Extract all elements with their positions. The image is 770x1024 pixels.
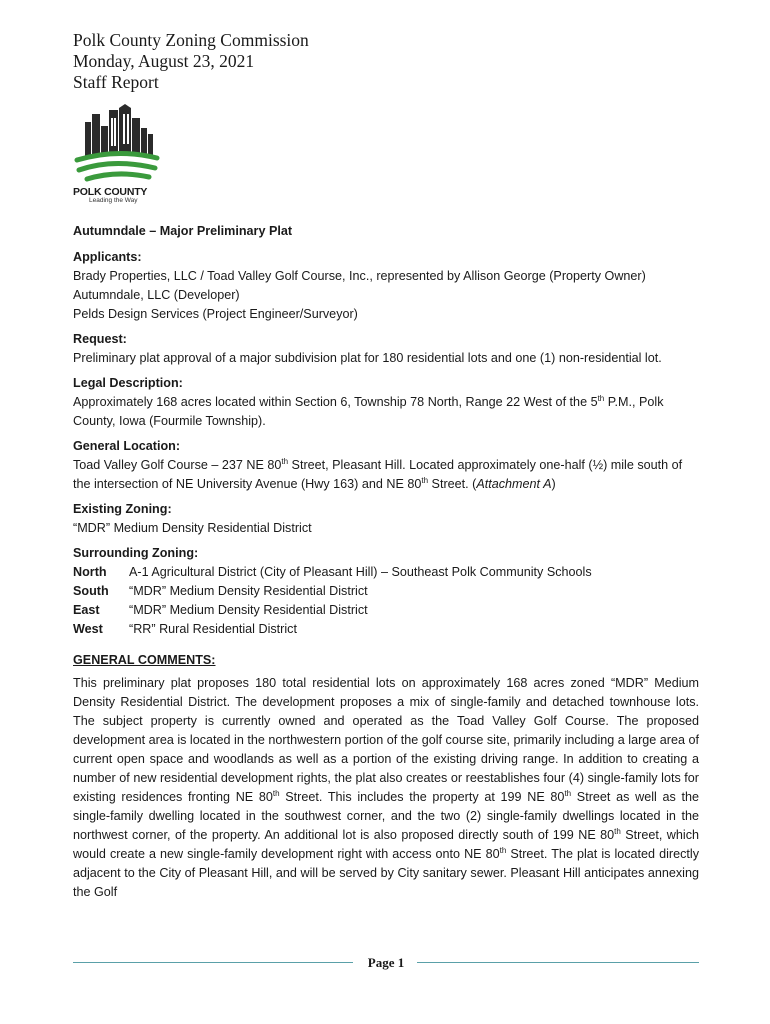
gc-sup: th bbox=[272, 788, 280, 798]
existing-zoning-section bbox=[73, 500, 699, 538]
applicants-section bbox=[73, 248, 699, 324]
zoning-row bbox=[73, 620, 699, 639]
surrounding-zoning-label: Surrounding Zoning: bbox=[73, 546, 199, 560]
location-text-2: Street, Pleasant Hill. Located approximately one-half (½) mile south of the intersection of NE University Avenue (Hwy 163) and NE 80 bbox=[73, 458, 683, 491]
applicant-line: Pelds Design Services (Project Engineer/Surveyor) bbox=[73, 307, 358, 321]
header-date: Monday, August 23, 2021 bbox=[73, 51, 255, 71]
zoning-direction: South bbox=[73, 584, 109, 598]
location-text bbox=[73, 456, 699, 494]
legal-sup: th bbox=[597, 393, 605, 403]
header-commission: Polk County Zoning Commission bbox=[73, 30, 309, 50]
legal-text-b: P.M., Polk County, Iowa (Fourmile Township). bbox=[73, 395, 664, 428]
footer-rule-right bbox=[417, 962, 699, 963]
page-footer bbox=[73, 955, 699, 971]
existing-zoning-label: Existing Zoning: bbox=[73, 502, 172, 516]
legal-description-section bbox=[73, 374, 699, 431]
location-sup-1: th bbox=[281, 456, 289, 466]
gc-sup: th bbox=[564, 788, 572, 798]
legal-label: Legal Description: bbox=[73, 376, 183, 390]
zoning-direction: North bbox=[73, 565, 107, 579]
gc-part-5: Street. The plat is located directly adjacent to the City of Pleasant Hill, and will be served by City sanitary sewer. Pleasant Hill anticipates annexing the Golf bbox=[73, 847, 699, 899]
request-label: Request: bbox=[73, 332, 127, 346]
attachment-reference: Attachment A bbox=[476, 477, 552, 491]
gc-part-2: Street. This includes the property at 199 NE 80 bbox=[279, 790, 565, 804]
location-text-3: Street. ( bbox=[428, 477, 477, 491]
gc-sup: th bbox=[499, 845, 507, 855]
gc-sup: th bbox=[614, 826, 621, 836]
gc-part-3: Street as well as the single-family dwelling located in the southwest corner, and the two (2) single-family dwellings located in the northwest corner, of the property. An additional lot is also proposed directly south of 199 NE 80 bbox=[73, 790, 699, 842]
gc-part-1: This preliminary plat proposes 180 total residential lots on approximately 168 acres zoned “MDR” Medium Density Residential District. The development proposes a mix of single-family and detached townhouse lots. The subject property is currently owned and operated as the Toad Valley Golf Course. The proposed development area is located in the northwestern portion of the golf course site, primarily including a large area of current open space and woodlands as well as a portion of the existing driving range. In addition to creating a number of new residential development rights, the plat also creates or reestablishes four (4) single-family lots for existing residences fronting NE 80 bbox=[73, 676, 699, 804]
existing-zoning-text: “MDR” Medium Density Residential District bbox=[73, 521, 312, 535]
logo-tagline: Leading the Way bbox=[89, 197, 138, 204]
header-report-type: Staff Report bbox=[73, 72, 159, 92]
zoning-row bbox=[73, 601, 699, 620]
report-header bbox=[73, 30, 309, 93]
gc-part-4: Street, which would create a new single-family development right with access onto NE 80 bbox=[73, 828, 700, 861]
report-body bbox=[73, 222, 699, 902]
applicant-line: Brady Properties, LLC / Toad Valley Golf Course, Inc., represented by Allison George (Property Owner) bbox=[73, 269, 646, 283]
logo-name: POLK COUNTY bbox=[73, 186, 148, 198]
legal-text bbox=[73, 393, 699, 431]
location-label: General Location: bbox=[73, 439, 181, 453]
applicant-line: Autumndale, LLC (Developer) bbox=[73, 288, 240, 302]
page-number: Page 1 bbox=[367, 955, 405, 970]
zoning-direction: East bbox=[73, 603, 100, 617]
legal-text-a: Approximately 168 acres located within Section 6, Township 78 North, Range 22 West of the 5 bbox=[73, 395, 598, 409]
location-text-1: Toad Valley Golf Course – 237 NE 80 bbox=[73, 458, 282, 472]
surrounding-zoning-section bbox=[73, 544, 699, 639]
zoning-description: “RR” Rural Residential District bbox=[129, 622, 297, 636]
general-comments-heading: GENERAL COMMENTS: bbox=[73, 653, 216, 667]
general-comments-paragraph bbox=[73, 674, 699, 902]
zoning-description: A-1 Agricultural District (City of Pleasant Hill) – Southeast Polk Community Schools bbox=[129, 565, 592, 579]
zoning-description: “MDR” Medium Density Residential District bbox=[129, 603, 368, 617]
applicants-label: Applicants: bbox=[73, 250, 142, 264]
zoning-direction: West bbox=[73, 622, 103, 636]
request-text: Preliminary plat approval of a major subdivision plat for 180 residential lots and one (1) non-residential lot. bbox=[73, 351, 662, 365]
zoning-row bbox=[73, 563, 699, 582]
report-title: Autumndale – Major Preliminary Plat bbox=[73, 224, 293, 238]
request-section bbox=[73, 330, 699, 368]
location-text-4: ) bbox=[551, 477, 556, 491]
general-location-section bbox=[73, 437, 699, 494]
location-sup-2: th bbox=[421, 475, 429, 485]
zoning-description: “MDR” Medium Density Residential District bbox=[129, 584, 368, 598]
zoning-row bbox=[73, 582, 699, 601]
logo-wordmark bbox=[73, 186, 163, 204]
